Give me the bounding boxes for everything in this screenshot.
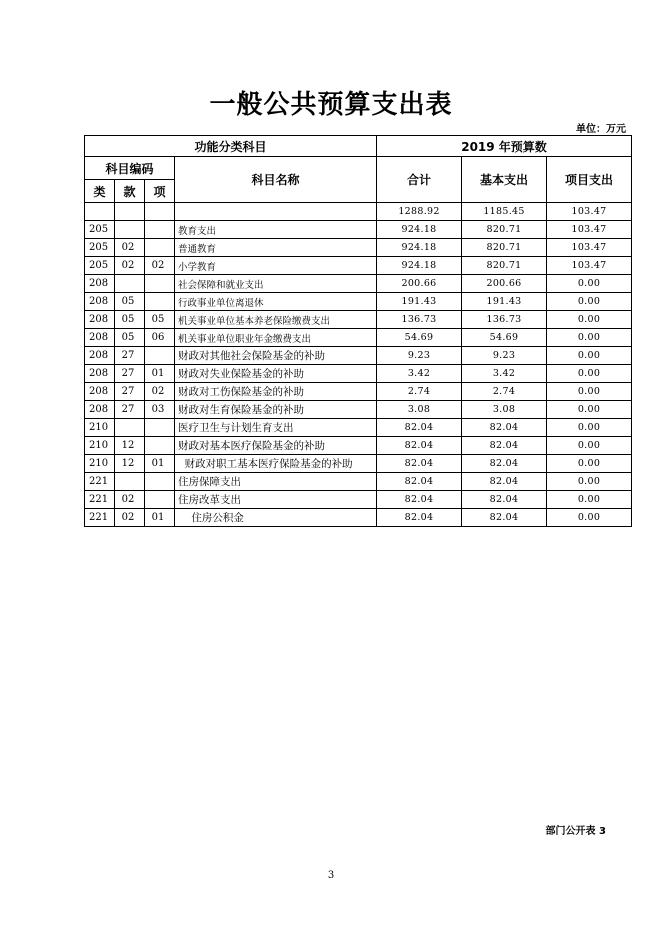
project-header: 项目支出 [547,157,632,203]
total-cell: 3.42 [377,365,462,383]
code-xiang-cell: 03 [145,401,175,419]
code-lei-cell [85,203,115,221]
basic-cell: 136.73 [462,311,547,329]
project-cell: 0.00 [547,473,632,491]
basic-cell: 82.04 [462,419,547,437]
subject-name-cell [175,203,377,221]
project-cell: 0.00 [547,437,632,455]
code-kuan-cell [115,221,145,239]
code-xiang-cell: 05 [145,311,175,329]
subject-name-cell: 机关事业单位基本养老保险缴费支出 [175,311,377,329]
code-kuan-cell: 02 [115,491,145,509]
total-cell: 82.04 [377,419,462,437]
project-cell: 103.47 [547,203,632,221]
total-cell: 9.23 [377,347,462,365]
code-xiang-cell: 01 [145,509,175,527]
total-header: 合计 [377,157,462,203]
project-cell: 0.00 [547,401,632,419]
code-xiang-cell [145,347,175,365]
code-xiang-cell: 02 [145,383,175,401]
page-number: 3 [327,870,335,881]
subject-name-cell: 医疗卫生与计划生育支出 [175,419,377,437]
code-xiang-cell [145,491,175,509]
subject-name-cell: 财政对其他社会保险基金的补助 [175,347,377,365]
code-lei-cell: 210 [85,455,115,473]
project-cell: 103.47 [547,221,632,239]
table-row [85,491,632,509]
basic-cell: 820.71 [462,221,547,239]
code-kuan-cell: 12 [115,455,145,473]
code-kuan-cell: 27 [115,347,145,365]
table-row [85,311,632,329]
basic-cell: 82.04 [462,509,547,527]
subject-name-cell: 财政对基本医疗保险基金的补助 [175,437,377,455]
code-kuan-cell: 02 [115,509,145,527]
name-header: 科目名称 [175,157,377,203]
code-kuan-cell [115,473,145,491]
code-xiang-cell: 01 [145,455,175,473]
code-kuan-cell: 02 [115,239,145,257]
project-cell: 103.47 [547,257,632,275]
code-xiang-cell [145,203,175,221]
code-kuan-cell [115,419,145,437]
project-cell: 0.00 [547,347,632,365]
total-cell: 82.04 [377,473,462,491]
table-row [85,401,632,419]
project-cell: 0.00 [547,419,632,437]
basic-cell: 2.74 [462,383,547,401]
total-cell: 82.04 [377,509,462,527]
total-cell: 200.66 [377,275,462,293]
basic-header: 基本支出 [462,157,547,203]
code-kuan-cell [115,203,145,221]
basic-cell: 82.04 [462,455,547,473]
total-cell: 82.04 [377,437,462,455]
subject-name-cell: 财政对生育保险基金的补助 [175,401,377,419]
budget-year-header: 2019 年预算数 [377,136,632,157]
table-row [85,257,632,275]
subject-name-cell: 普通教育 [175,239,377,257]
subject-name-cell: 行政事业单位离退休 [175,293,377,311]
table-row [85,221,632,239]
code-xiang-cell [145,239,175,257]
table-row [85,275,632,293]
code-xiang-cell [145,293,175,311]
code-lei-cell: 208 [85,275,115,293]
project-cell: 0.00 [547,455,632,473]
table-row [85,239,632,257]
code-lei-cell: 205 [85,257,115,275]
subject-name-cell: 小学教育 [175,257,377,275]
project-cell: 0.00 [547,491,632,509]
subject-name-cell: 教育支出 [175,221,377,239]
project-cell: 0.00 [547,365,632,383]
basic-cell: 9.23 [462,347,547,365]
code-xiang-cell [145,221,175,239]
code-lei-cell: 221 [85,491,115,509]
table-row [85,509,632,527]
code-xiang-cell: 02 [145,257,175,275]
code-lei-cell: 208 [85,365,115,383]
project-cell: 0.00 [547,383,632,401]
code-xiang-cell: 06 [145,329,175,347]
code-lei-cell: 208 [85,329,115,347]
total-cell: 136.73 [377,311,462,329]
subject-name-cell: 住房公积金 [175,509,377,527]
kuan-header: 款 [115,180,145,203]
code-kuan-cell: 27 [115,365,145,383]
table-row [85,473,632,491]
func-class-header: 功能分类科目 [85,136,377,157]
subject-name-cell: 住房保障支出 [175,473,377,491]
total-cell: 924.18 [377,221,462,239]
subject-name-cell: 财政对工伤保险基金的补助 [175,383,377,401]
subject-name-cell: 财政对职工基本医疗保险基金的补助 [175,455,377,473]
project-cell: 0.00 [547,311,632,329]
code-kuan-cell: 05 [115,311,145,329]
project-cell: 0.00 [547,509,632,527]
code-lei-cell: 210 [85,437,115,455]
budget-table [84,135,632,527]
project-cell: 0.00 [547,293,632,311]
basic-cell: 1185.45 [462,203,547,221]
table-row [85,203,632,221]
total-cell: 191.43 [377,293,462,311]
code-lei-cell: 208 [85,383,115,401]
unit-label: 单位：万元 [576,124,626,135]
total-cell: 3.08 [377,401,462,419]
subject-name-cell: 财政对失业保险基金的补助 [175,365,377,383]
total-cell: 54.69 [377,329,462,347]
code-kuan-cell: 12 [115,437,145,455]
code-lei-cell: 221 [85,473,115,491]
basic-cell: 200.66 [462,275,547,293]
table-row [85,455,632,473]
table-row [85,437,632,455]
basic-cell: 3.42 [462,365,547,383]
table-row [85,329,632,347]
table-row [85,293,632,311]
code-lei-cell: 208 [85,311,115,329]
lei-header: 类 [85,180,115,203]
basic-cell: 82.04 [462,437,547,455]
subject-name-cell: 机关事业单位职业年金缴费支出 [175,329,377,347]
table-body [85,203,632,527]
code-xiang-cell [145,275,175,293]
code-kuan-cell: 27 [115,383,145,401]
code-kuan-cell: 02 [115,257,145,275]
table-row [85,365,632,383]
basic-cell: 820.71 [462,239,547,257]
total-cell: 1288.92 [377,203,462,221]
total-cell: 2.74 [377,383,462,401]
total-cell: 82.04 [377,455,462,473]
basic-cell: 820.71 [462,257,547,275]
total-cell: 924.18 [377,239,462,257]
project-cell: 0.00 [547,275,632,293]
subject-name-cell: 社会保障和就业支出 [175,275,377,293]
code-lei-cell: 208 [85,293,115,311]
code-lei-cell: 210 [85,419,115,437]
code-kuan-cell: 27 [115,401,145,419]
code-lei-cell: 205 [85,221,115,239]
footer-note: 部门公开表 3 [545,826,606,837]
code-kuan-cell: 05 [115,329,145,347]
subject-name-cell: 住房改革支出 [175,491,377,509]
basic-cell: 3.08 [462,401,547,419]
code-lei-cell: 221 [85,509,115,527]
xiang-header: 项 [145,180,175,203]
code-lei-cell: 208 [85,401,115,419]
header-row-1 [85,136,632,157]
basic-cell: 191.43 [462,293,547,311]
code-xiang-cell [145,419,175,437]
project-cell: 0.00 [547,329,632,347]
table-row [85,347,632,365]
total-cell: 924.18 [377,257,462,275]
table-row [85,419,632,437]
table-row [85,383,632,401]
code-lei-cell: 205 [85,239,115,257]
total-cell: 82.04 [377,491,462,509]
header-row-2 [85,157,632,180]
code-xiang-cell [145,437,175,455]
code-xiang-cell [145,473,175,491]
code-group-header: 科目编码 [85,157,175,180]
code-kuan-cell: 05 [115,293,145,311]
code-xiang-cell: 01 [145,365,175,383]
basic-cell: 54.69 [462,329,547,347]
page-title: 一般公共预算支出表 [209,90,453,120]
code-kuan-cell [115,275,145,293]
project-cell: 103.47 [547,239,632,257]
basic-cell: 82.04 [462,491,547,509]
code-lei-cell: 208 [85,347,115,365]
basic-cell: 82.04 [462,473,547,491]
